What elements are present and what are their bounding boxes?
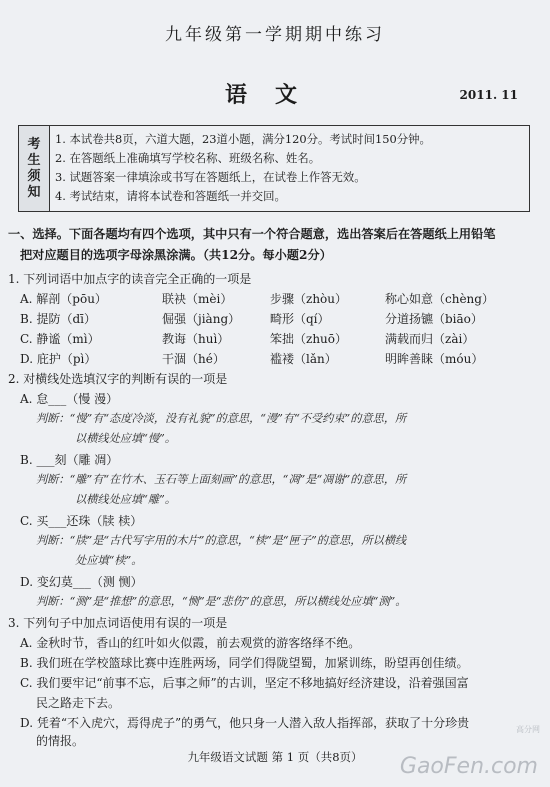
page-footer: 九年级语文试题 第 1 页（共8页） bbox=[187, 750, 363, 764]
q1-option-d-3: 褴褛（lǎn） bbox=[270, 352, 337, 366]
q1-option-b-1: B. 提防（dī） bbox=[20, 312, 96, 326]
q1-option-d-4: 明眸善睐（móu） bbox=[385, 352, 484, 366]
q1-option-c-4: 满载而归（zài） bbox=[385, 332, 475, 346]
q1-option-c-3: 笨拙（zhuō） bbox=[270, 332, 348, 346]
q1-option-a-3: 步骤（zhòu） bbox=[270, 292, 348, 306]
notice-item: 2. 在答题纸上准确填写学校名称、班级名称、姓名。 bbox=[55, 151, 321, 165]
q1-option-b-4: 分道扬镳（biāo） bbox=[385, 312, 483, 326]
notice-label-char: 须 bbox=[27, 168, 41, 184]
q2-option-b: B. ___刻（雕 凋） bbox=[20, 453, 119, 467]
q3-option-a: A. 金秋时节，香山的红叶如火似霞，前去观赏的游客络绎不绝。 bbox=[20, 636, 361, 650]
notice-item: 1. 本试卷共8页，六道大题，23道小题，满分120分。考试时间150分钟。 bbox=[55, 132, 431, 146]
q2-option-c-judgement-cont: 处应填“椟”。 bbox=[75, 554, 143, 567]
q1-option-c-2: 教诲（huì） bbox=[162, 332, 230, 346]
q2-option-a: A. 怠___（慢 漫） bbox=[20, 392, 119, 406]
q1-option-a-1: A. 解剖（pōu） bbox=[20, 292, 107, 306]
question-1-stem: 1. 下列词语中加点字的读音完全正确的一项是 bbox=[8, 272, 252, 286]
q2-option-d: D. 变幻莫___（测 恻） bbox=[20, 575, 143, 589]
subject-title: 语文 bbox=[224, 82, 325, 108]
notice-item: 4. 考试结束，请将本试卷和答题纸一并交回。 bbox=[55, 189, 286, 203]
q1-option-c-1: C. 静谧（mì） bbox=[20, 332, 100, 346]
notice-item: 3. 试题答案一律填涂或书写在答题纸上，在试卷上作答无效。 bbox=[55, 170, 366, 184]
q2-option-a-judgement-cont: 以横线处应填“慢”。 bbox=[75, 432, 176, 445]
notice-label-char: 知 bbox=[27, 184, 41, 200]
section-heading-cont: 把对应题目的选项字母涂黑涂满。（共12分。每小题2分） bbox=[20, 248, 332, 262]
exam-date: 2011. 11 bbox=[459, 88, 518, 102]
section-heading: 一、选择。下面各题均有四个选项，其中只有一个符合题意，选出答案后在答题纸上用铅笔 bbox=[8, 227, 496, 241]
notice-items bbox=[55, 130, 431, 206]
q2-option-b-judgement: 判断：“雕”有“在竹木、玉石等上面刻画”的意思，“凋”是“凋谢”的意思，所 bbox=[36, 473, 407, 486]
q1-option-d-2: 干涸（hé） bbox=[162, 352, 225, 366]
q1-option-a-2: 联袂（mèi） bbox=[162, 292, 233, 306]
candidate-notice-box bbox=[18, 125, 530, 212]
question-2-stem: 2. 对横线处选填汉字的判断有误的一项是 bbox=[8, 372, 228, 386]
q1-option-b-2: 倔强（jiàng） bbox=[162, 312, 241, 326]
q2-option-a-judgement: 判断：“慢”有“态度冷淡，没有礼貌”的意思，“漫”有“不受约束”的意思，所 bbox=[36, 412, 407, 425]
q3-option-d: D. 凭着“不入虎穴，焉得虎子”的勇气，他只身一人潜入敌人指挥部，获取了十分珍贵 bbox=[20, 716, 470, 730]
q2-option-b-judgement-cont: 以横线处应填“雕”。 bbox=[75, 493, 176, 506]
q1-option-a-4: 称心如意（chèng） bbox=[385, 292, 494, 306]
q3-option-c-cont: 民之路走下去。 bbox=[36, 696, 121, 710]
q1-option-d-1: D. 庇护（pì） bbox=[20, 352, 97, 366]
q2-option-c-judgement: 判断：“牍”是“古代写字用的木片”的意思，“椟”是“匣子”的意思，所以横线 bbox=[36, 534, 407, 547]
q3-option-c: C. 我们要牢记“前事不忘，后事之师”的古训，坚定不移地搞好经济建设，沿着强国富 bbox=[20, 676, 469, 690]
notice-label bbox=[19, 126, 50, 211]
watermark-small-text: 高分网 bbox=[516, 725, 540, 734]
q1-option-b-3: 畸形（qí） bbox=[270, 312, 330, 326]
q3-option-d-cont: 的情报。 bbox=[36, 734, 85, 748]
notice-label-char: 考 bbox=[27, 136, 41, 152]
q2-option-d-judgement: 判断：“测”是“推想”的意思，“恻”是“悲伤”的意思，所以横线处应填“测”。 bbox=[36, 595, 407, 608]
q2-option-c: C. 买___还珠（牍 椟） bbox=[20, 514, 143, 528]
question-3-stem: 3. 下列句子中加点词语使用有误的一项是 bbox=[8, 616, 228, 630]
notice-label-char: 生 bbox=[27, 152, 41, 168]
q3-option-b: B. 我们班在学校篮球比赛中连胜两场，同学们得陇望蜀，加紧训练，盼望再创佳绩。 bbox=[20, 656, 469, 670]
watermark-logo: GaoFen.com bbox=[399, 754, 538, 779]
exam-title: 九年级第一学期期中练习 bbox=[165, 25, 385, 45]
